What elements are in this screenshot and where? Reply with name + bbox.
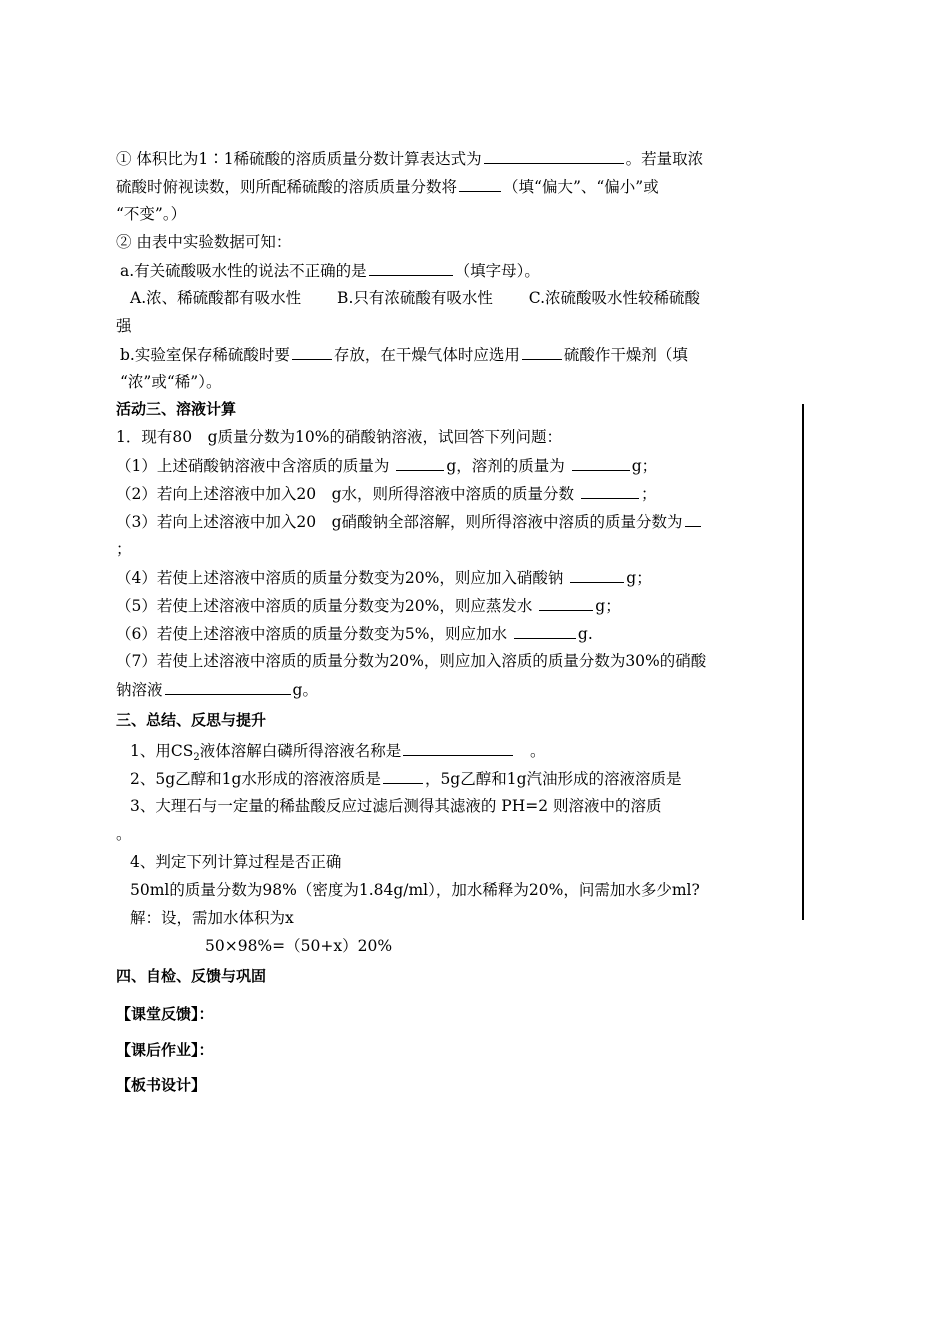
text: g. (577, 625, 593, 643)
text-line: ② 由表中实验数据可知： (116, 233, 292, 251)
answer-blank[interactable] (459, 176, 501, 192)
text: 2、5g乙醇和1g水形成的溶液溶质是 (130, 770, 381, 788)
text: ； (640, 485, 657, 503)
answer-blank[interactable] (369, 260, 453, 276)
answer-blank[interactable] (165, 679, 291, 695)
text-line (116, 567, 652, 588)
section-heading: 三、总结、反思与提升 (116, 711, 267, 729)
text-line (120, 344, 688, 365)
text-line: 50ml的质量分数为98%（密度为1.84g/ml），加水稀释为20%，问需加水多少ml? (130, 881, 700, 899)
margin-rule (802, 404, 804, 920)
text-line (116, 511, 703, 532)
text: （2）若向上述溶液中加入20 g水，则所得溶液中溶质的质量分数 (116, 485, 575, 503)
answer-blank[interactable] (685, 511, 701, 527)
text-line: 。 (116, 825, 132, 843)
section-heading: 【课堂反馈】： (116, 1005, 214, 1023)
text-line (130, 768, 682, 789)
text-line: “不变”。） (116, 205, 187, 223)
text-line (116, 679, 318, 700)
text-line: 解：设，需加水体积为x (130, 909, 294, 927)
text: （6）若使上述溶液中溶质的质量分数变为5%，则应加水 (116, 625, 507, 643)
text-line (120, 260, 540, 281)
answer-blank[interactable] (292, 344, 332, 360)
text: （填字母）。 (454, 262, 540, 280)
text: 钠溶液 (116, 681, 163, 699)
text-line: 4、判定下列计算过程是否正确 (130, 853, 342, 871)
text: （3）若向上述溶液中加入20 g硝酸钠全部溶解，则所得溶液中溶质的质量分数为 (116, 513, 683, 531)
text: （4）若使上述溶液中溶质的质量分数变为20%，则应加入硝酸钠 (116, 569, 564, 587)
text: ① 体积比为1∶1稀硫酸的溶质质量分数计算表达式为 (116, 150, 482, 168)
text: 硫酸时俯视读数，则所配稀硫酸的溶质质量分数将 (116, 178, 458, 196)
text-line (116, 148, 703, 169)
text-line (116, 455, 657, 476)
text: ，5g乙醇和1g汽油形成的溶液溶质是 (424, 770, 682, 788)
text-line (116, 595, 621, 616)
section-heading: 【板书设计】 (116, 1076, 207, 1094)
answer-blank[interactable] (570, 567, 624, 583)
text: 。若量取浓 (625, 150, 704, 168)
section-heading: 【课后作业】： (116, 1041, 214, 1059)
answer-blank[interactable] (514, 623, 576, 639)
text: 存放，在干燥气体时应选用 (333, 346, 520, 364)
answer-blank[interactable] (403, 740, 513, 756)
text: g； (631, 457, 658, 475)
answer-blank[interactable] (484, 148, 624, 164)
text-line: A.浓、稀硫酸都有吸水性 B.只有浓硫酸有吸水性 C.浓硫酸吸水性较稀硫酸 (130, 289, 701, 307)
text-line (116, 623, 593, 644)
text-line (130, 740, 546, 768)
text: g； (626, 569, 652, 587)
text: b.实验室保存稀硫酸时要 (120, 346, 290, 364)
answer-blank[interactable] (396, 455, 444, 471)
subscript: 2 (193, 752, 200, 764)
text-line: 1．现有80 g质量分数为10%的硝酸钠溶液，试回答下列问题： (116, 428, 562, 446)
text-line: 3、大理石与一定量的稀盐酸反应过滤后测得其滤液的 PH=2 则溶液中的溶质 (130, 797, 662, 815)
text: （填“偏大”、“偏小”或 (503, 178, 659, 196)
text: 液体溶解白磷所得溶液名称是 (199, 742, 402, 760)
text-line: ； (116, 540, 132, 558)
text-line: （7）若使上述溶液中溶质的质量分数为20%，则应加入溶质的质量分数为30%的硝酸 (116, 652, 707, 670)
text: （5）若使上述溶液中溶质的质量分数变为20%，则应蒸发水 (116, 597, 533, 615)
text: g。 (292, 681, 318, 699)
text: g； (595, 597, 621, 615)
answer-blank[interactable] (383, 768, 423, 784)
text-line: 50×98%=（50+x）20% (205, 937, 393, 955)
text: 硫酸作干燥剂（填 (563, 346, 688, 364)
text-line (116, 483, 656, 504)
text: （1）上述硝酸钠溶液中含溶质的质量为 (116, 457, 390, 475)
answer-blank[interactable] (581, 483, 639, 499)
section-heading: 四、自检、反馈与巩固 (116, 967, 267, 985)
text: g，溶剂的质量为 (446, 457, 565, 475)
text-line (116, 176, 659, 197)
text-line: 强 (116, 317, 132, 335)
section-heading: 活动三、溶液计算 (116, 400, 237, 418)
answer-blank[interactable] (522, 344, 562, 360)
answer-blank[interactable] (572, 455, 630, 471)
text: a.有关硫酸吸水性的说法不正确的是 (120, 262, 367, 280)
answer-blank[interactable] (539, 595, 593, 611)
text: 。 (530, 742, 546, 760)
text-line: “浓”或“稀”）。 (120, 373, 222, 391)
text: 1、用CS (130, 742, 194, 760)
